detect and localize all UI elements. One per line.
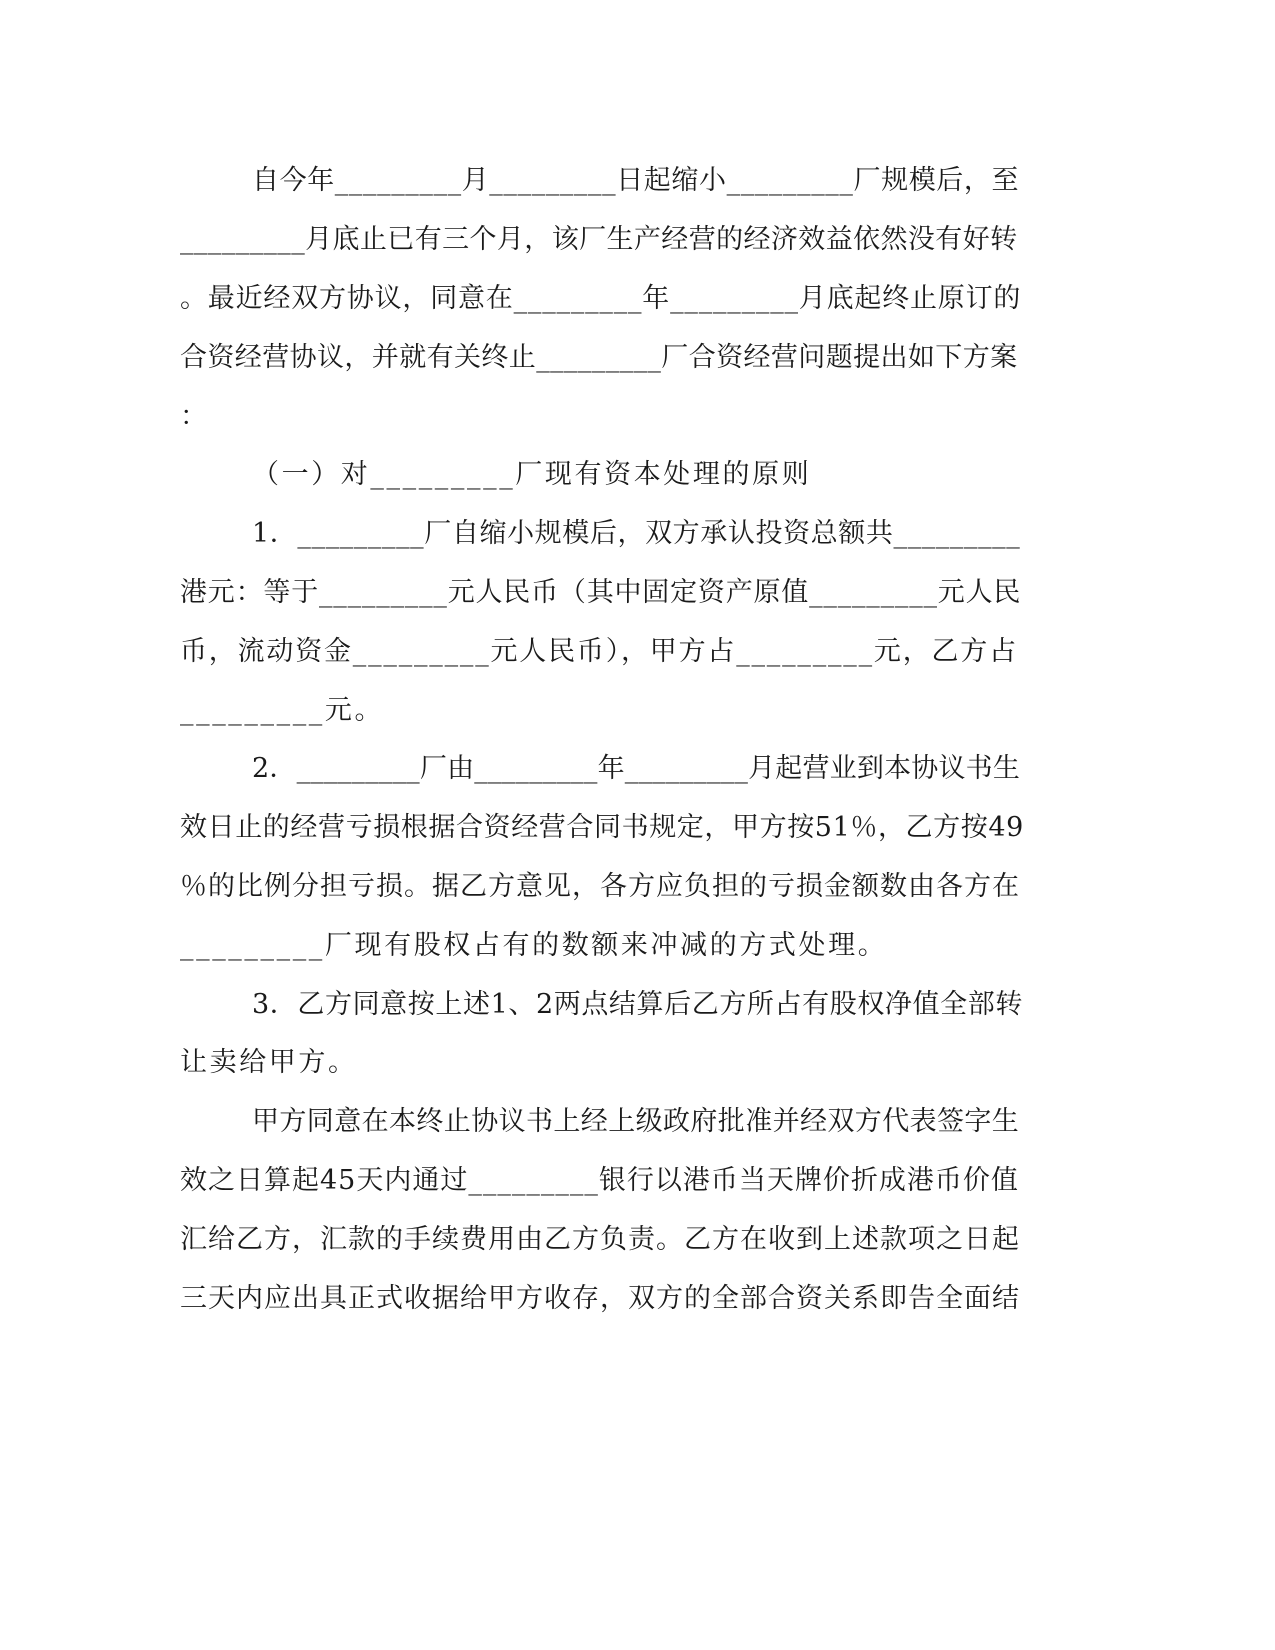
text-line: 自今年_________月_________日起缩小_________厂规模后，至 (252, 165, 1020, 196)
text-line: _________厂现有股权占有的数额来冲减的方式处理。 (180, 930, 888, 961)
text-line: 效之日算起45天内通过_________银行以港币当天牌价折成港币价值 (180, 1165, 1019, 1196)
text-line: 让卖给甲方。 (180, 1047, 358, 1078)
text-line: 币，流动资金_________元人民币），甲方占_________元，乙方占 (180, 636, 1018, 667)
text-line: 3．乙方同意按上述1、2两点结算后乙方所占有股权净值全部转 (252, 989, 1023, 1020)
text-line: 2．_________厂由_________年_________月起营业到本协议书生 (252, 753, 1021, 784)
text-line: ％的比例分担亏损。据乙方意见，各方应负担的亏损金额数由各方在 (180, 871, 1020, 902)
section-heading: （一）对_________厂现有资本处理的原则 (252, 459, 812, 490)
text-line: 汇给乙方，汇款的手续费用由乙方负责。乙方在收到上述款项之日起 (180, 1224, 1020, 1255)
text-line: _________月底止已有三个月，该厂生产经营的经济效益依然没有好转 (180, 224, 1018, 255)
text-line: 。最近经双方协议，同意在_________年_________月底起终止原订的 (180, 283, 1022, 314)
text-line: 合资经营协议，并就有关终止_________厂合资经营问题提出如下方案 (180, 342, 1018, 373)
text-line: 1．_________厂自缩小规模后，双方承认投资总额共_________ (252, 518, 1021, 549)
text-line: 甲方同意在本终止协议书上经上级政府批准并经双方代表签字生 (252, 1106, 1020, 1137)
text-line: 效日止的经营亏损根据合资经营合同书规定，甲方按51％，乙方按49 (180, 812, 1024, 843)
text-line: ： (180, 401, 210, 432)
text-line: _________元。 (180, 695, 385, 726)
text-line: 三天内应出具正式收据给甲方收存，双方的全部合资关系即告全面结 (180, 1283, 1020, 1314)
text-line: 港元：等于_________元人民币（其中固定资产原值_________元人民 (180, 577, 1022, 608)
